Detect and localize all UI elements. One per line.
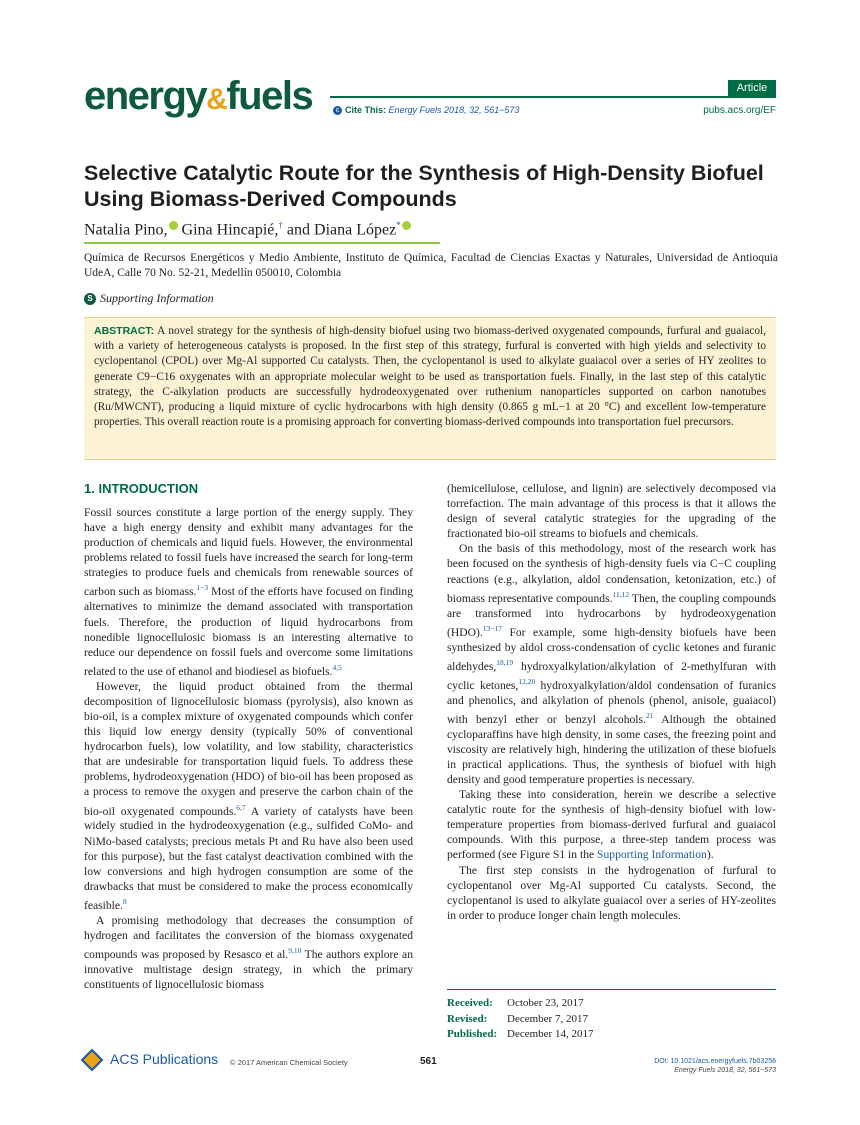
corresponding-mark: * xyxy=(396,220,401,230)
orcid-icon[interactable] xyxy=(169,221,178,230)
copyright: © 2017 American Chemical Society xyxy=(230,1058,348,1067)
doi-block xyxy=(654,1057,776,1075)
author-name[interactable]: and Diana López xyxy=(286,221,397,239)
supporting-info-icon: S xyxy=(84,293,96,305)
dates-rule xyxy=(447,989,776,990)
header-rule xyxy=(330,96,776,98)
author-list xyxy=(84,220,411,239)
citation[interactable]: 1−3 xyxy=(196,583,209,593)
article-badge: Article xyxy=(728,80,776,96)
citation[interactable]: 13−17 xyxy=(482,623,502,633)
citation[interactable]: 6,7 xyxy=(236,802,246,812)
authors-rule xyxy=(84,242,440,244)
paragraph: (hemicellulose, cellulose, and lignin) are selectively decomposed via torrefaction. The main advantage of this process is that it allows the design of several catalytic strategies for the upgrading of the fractionated bio-oil streams to biofuels and chemicals. xyxy=(447,482,776,541)
acs-diamond-icon xyxy=(81,1049,104,1072)
citation[interactable]: 12,20 xyxy=(518,676,536,686)
citation[interactable]: 4,5 xyxy=(332,662,342,672)
author-name[interactable]: Gina Hincapié, xyxy=(181,221,279,239)
journal-logo: energy&fuels xyxy=(84,74,313,118)
citation[interactable]: 8 xyxy=(122,896,127,906)
orcid-icon[interactable] xyxy=(402,221,411,230)
citation[interactable]: 11,12 xyxy=(612,589,630,599)
supporting-info-link[interactable]: S Supporting Information xyxy=(84,291,214,306)
publication-dates: Received: October 23, 2017 Revised: December 7, 2017 Published: December 14, 2017 xyxy=(447,997,594,1040)
paragraph: A promising methodology that decreases the consumption of hydrogen and facilitates the conversion of the biomass oxygenated compounds was proposed by Resasco et al.$^{9,10}$ The authors explore an innovative multistage design strategy, in which the primary constituents of lignocellulosic biomass xyxy=(84,913,413,992)
journal-url[interactable]: pubs.acs.org/EF xyxy=(703,105,776,116)
section-heading: 1. INTRODUCTION xyxy=(84,481,199,496)
affiliation: Química de Recursos Energéticos y Medio Ambiente, Instituto de Química, Facultad de Ciencias Exactas y Naturales, Universidad de Antioquia UdeA, Calle 70 No. 52-21, Medellín 050010, Colombia xyxy=(84,252,778,279)
abstract-label: ABSTRACT: xyxy=(94,325,155,337)
paragraph: On the basis of this methodology, most of the research work has been focused on the synthesis of high-density fuels via C−C coupling reactions (e.g., alkylation, aldol condensation, ketonization, etc.) of biomass representative compounds.$^{11,12}$ Then, the coupling compounds are transformed into hydrocarbons by hydrodeoxygenation (HDO).$^{13-17}$ For example, some high-density biofuels have been synthesized by aldol cross-condensation of cyclic ketones and furanic aldehydes,$^{18,19}$ hydroxyalkylation/alkylation of 2-methylfuran with cyclic ketones,$^{12,20}$ hydroxyalkylation/aldol condensation of furanics and phenolics, and alkylation of phenols (phenol, anisole, guaiacol) with benzyl ether or benzyl alcohols.$^{21}$ Although the obtained cycloparaffins have high density, in some cases, the freezing point and viscosity are relatively high, hindering the utilization of these biofuels in practical applications. Thus, the synthesis of biofuel with high density and good temperature properties is necessary. xyxy=(447,542,776,786)
citation[interactable]: 9,10 xyxy=(288,946,302,956)
paper-title: Selective Catalytic Route for the Synthesis of High-Density Biofuel Using Biomass-Derived Compounds xyxy=(84,161,764,211)
column-right xyxy=(447,481,776,923)
paragraph: However, the liquid product obtained from the thermal decomposition of lignocellulosic biomass (pyrolysis), also known as bio-oil, is a complex mixture of oxygenated compounds which confer this liquid low energy density (typically 50% of conventional hydrocarbon fuels), low volatility, and low stability, characteristics that are undesirable for transportation liquid fuels. To address these problems, hydrodeoxygenation (HDO) of bio-oil has been proposed as a process to remove the oxygen and preserve the carbon chain of the bio-oil oxygenated compounds.$^{6,7}$ A variety of catalysts have been widely studied in the hydrodeoxygenation (e.g., sulfided CoMo- and NiMo-based catalysts; precious metals Pt and Ru have also been used for this purpose), but the fast catalyst deactivation combined with the low conversions and high hydrogen consumption are some of the drawbacks that must be considered to make the process economically feasible.$^8$ xyxy=(84,679,413,912)
citation[interactable]: 21 xyxy=(645,710,654,720)
author-name[interactable]: Natalia Pino, xyxy=(84,221,168,239)
page-number: 561 xyxy=(420,1056,437,1067)
paragraph: Fossil sources constitute a large portion of the energy supply. They have a high energy density and exhibit many advantages for the production of chemicals and liquid fuels. However, the environmental problems related to fossil fuels have increased the search for long-term strategies to produce fuels and chemicals from renewable sources of carbon such as biomass.$^{1-3}$ Most of the efforts have focused on finding alternatives to minimize the demand associated with transportation fuels. Therefore, the production of liquid hydrocarbons from nonedible lignocellulosic biomass is an interesting alternative to reduce our dependence on fossil fuels and overcome some limitations related to the use of ethanol and biodiesel as biofuels.$^{4,5}$ xyxy=(84,506,414,678)
paragraph: The first step consists in the hydrogenation of furfural to cyclopentanol over Mg-Al supported Cu catalysts. Second, the cyclopentanol is used to alkylate guaiacol over a series of HY-zeolites in order to produce longer chain length molecules. xyxy=(447,863,776,922)
cite-icon: c xyxy=(333,106,342,115)
acs-publications-logo[interactable]: ACS Publications xyxy=(84,1051,218,1068)
abstract-text: A novel strategy for the synthesis of high-density biofuel using two biomass-derived oxygenated compounds, furfural and guaiacol, with a variety of heterogeneous catalysts is proposed. In the first step of this strategy, furfural is converted with high yields and selectivity to cyclopentanol (CPOL) over Mg-Al supported Cu catalysts. Then, the cyclopentanol is used to alkylate guaiacol over a series of HY zeolites to generate C9−C16 oxygenates with an appropriate molecular weight to be used as transportation fuels. Finally, in the last step of this catalytic strategy, the C-alkylation products are successfully hydrodeoxygenated over ruthenium nanoparticles supported on carbon nanotubes (Ru/MWCNT), producing a liquid mixture of cyclic hydrocarbons with high density (0.865 g mL−1 at 20 °C) and excellent low-temperature properties. This overall reaction route is a promising approach for converting biomass-derived compounds into transportation fuel precursors. xyxy=(94,325,766,429)
affiliation-mark: † xyxy=(278,220,283,230)
journal-ref: Energy Fuels 2018, 32, 561−573 xyxy=(674,1067,776,1074)
supporting-info-inline-link[interactable]: Supporting Information xyxy=(597,848,707,862)
cite-this[interactable]: c Cite This: Energy Fuels 2018, 32, 561−573 xyxy=(333,105,519,115)
abstract-box xyxy=(84,317,776,460)
doi-link[interactable]: DOI: 10.1021/acs.energyfuels.7b03256 xyxy=(654,1058,776,1065)
column-left xyxy=(84,481,413,992)
paragraph: Taking these into consideration, herein we describe a selective catalytic route for the synthesis of high-density biofuel with low-temperature properties from biomass-derived furfural and guaiacol compounds. With this purpose, a three-step tandem process was performed (see Figure S1 in the Supporting Information). xyxy=(447,788,776,862)
citation[interactable]: 18,19 xyxy=(496,657,514,667)
